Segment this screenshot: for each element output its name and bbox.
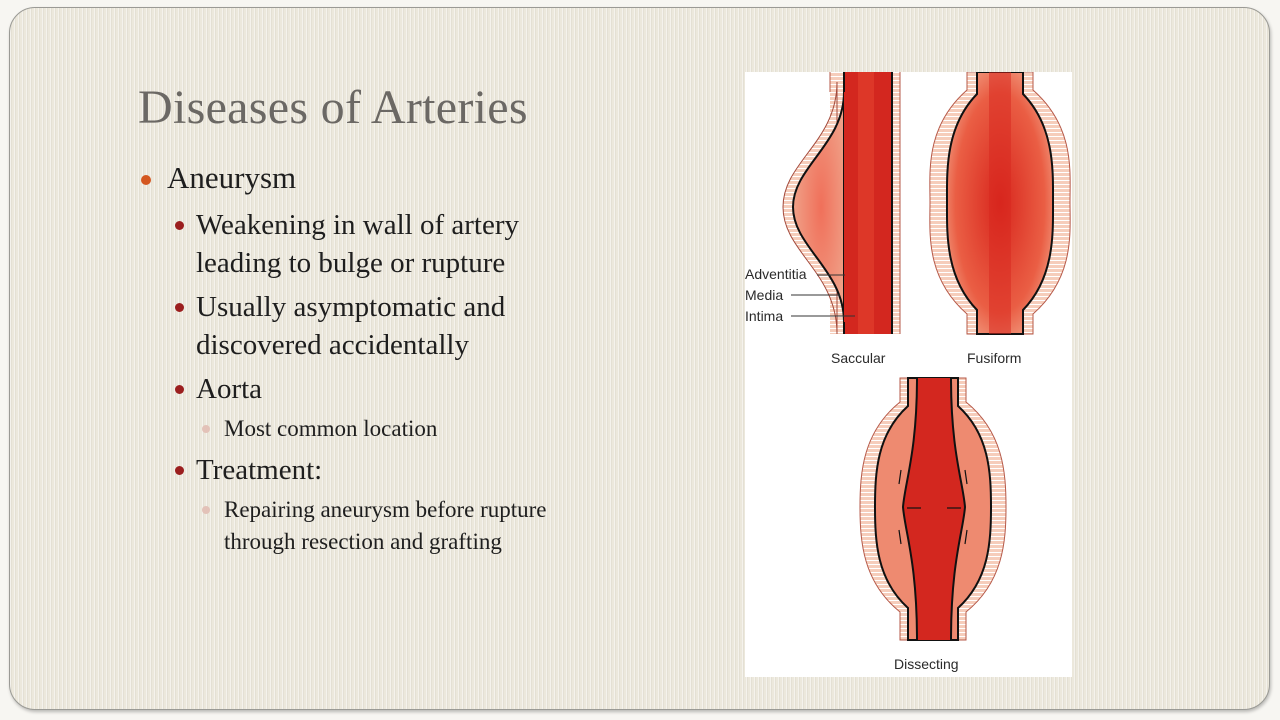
label-fusiform: Fusiform [967,350,1022,366]
label-saccular: Saccular [831,350,886,366]
aneurysm-types-figure [745,72,1072,677]
bullet-aneurysm: Aneurysm [167,160,297,195]
bullet-repairing-line2: through resection and grafting [224,529,502,554]
fusiform-aneurysm [930,72,1070,334]
bullet-asymptomatic-line2: discovered accidentally [196,329,469,361]
dissecting-aneurysm [860,378,1006,640]
bullet-dot [175,466,184,475]
label-intima: Intima [745,308,784,324]
bullet-dot [175,385,184,394]
bullet-treatment: Treatment: [196,454,323,486]
bullet-dot [202,425,210,433]
bullet-dot [175,221,184,230]
bullet-weakening-line1: Weakening in wall of artery [196,209,519,241]
bullet-repairing-line1: Repairing aneurysm before rupture [224,497,547,522]
bullet-dot [175,303,184,312]
bullet-aorta: Aorta [196,373,263,405]
bullet-dot [202,506,210,514]
bullet-asymptomatic-line1: Usually asymptomatic and [196,291,506,323]
aneurysm-diagram [745,72,1072,677]
bullet-common-location: Most common location [224,416,438,441]
slide-title: Diseases of Arteries [138,81,528,134]
bullet-dot [141,175,151,185]
bullet-weakening-line2: leading to bulge or rupture [196,247,506,279]
label-adventitia: Adventitia [745,266,807,282]
label-dissecting: Dissecting [894,656,959,672]
label-media: Media [745,287,784,303]
